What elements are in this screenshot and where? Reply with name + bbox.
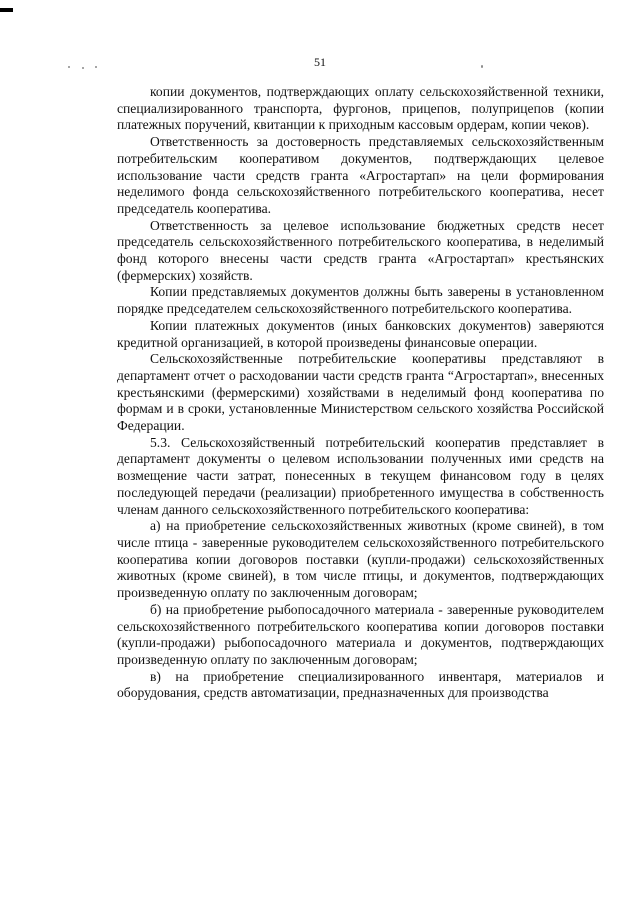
document-body — [117, 84, 604, 702]
paragraph: в) на приобретение специализированного инвентаря, материалов и оборудования, средств автоматизации, предназначенных для производства — [117, 668, 604, 701]
paragraph: Сельскохозяйственные потребительские кооперативы представляют в департамент отчет о расходовании части средств гранта “Агростартап», внесенных крестьянскими (фермерскими) хозяйствами в неделимый фонд кооператива по формам и в сроки, установленные Министерством сельского хозяйства Российской Федерации. — [117, 351, 604, 434]
scan-speck — [82, 67, 84, 69]
page-number: 51 — [314, 55, 326, 69]
scan-speck — [68, 66, 70, 68]
paragraph: Ответственность за достоверность представляемых сельскохозяйственным потребительским кооперативом документов, подтверждающих целевое использование части средств гранта «Агростартап» на цели формирования неделимого фонда сельскохозяйственного потребительского кооператива, несет председатель кооператива. — [117, 134, 604, 216]
paragraph: а) на приобретение сельскохозяйственных животных (кроме свиней), в том числе птица - заверенные руководителем сельскохозяйственного потребительского кооператива копии договоров поставки (купли-продажи) сельскохозяйственных животных (кроме свиней), в том числе птицы, и документов, подтверждающих произведенную оплату по заключенным договорам; — [117, 518, 604, 601]
paragraph: б) на приобретение рыбопосадочного материала - заверенные руководителем сельскохозяйственного потребительского кооператива копии договоров поставки (купли-продажи) рыбопосадочного материала и документов, подтверждающих произведенную оплату по заключенным договорам; — [117, 601, 604, 667]
scan-speck — [481, 65, 483, 68]
paragraph: 5.3. Сельскохозяйственный потребительский кооператив представляет в департамент документы о целевом использовании полученных ими средств на возмещение части затрат, понесенных в текущем финансовом году в целях последующей передачи (реализации) приобретенного имущества в собственность членам данного сельскохозяйственного потребительского кооператива: — [117, 434, 604, 517]
paragraph: Копии представляемых документов должны быть заверены в установленном порядке председателем сельскохозяйственного потребительского кооператива. — [117, 284, 604, 317]
paragraph: Ответственность за целевое использование бюджетных средств несет председатель сельскохозяйственного потребительского кооператива, в неделимый фонд которого внесены части средств гранта «Агростартап» крестьянских (фермерских) хозяйств. — [117, 217, 604, 283]
paragraph: Копии платежных документов (иных банковских документов) заверяются кредитной организацией, в которой произведены финансовые операции. — [117, 317, 604, 350]
corner-scan-mark — [0, 8, 13, 12]
scan-speck — [95, 66, 97, 68]
paragraph: копии документов, подтверждающих оплату сельскохозяйственной техники, специализированного транспорта, фургонов, прицепов, полуприцепов (копии платежных поручений, квитанции к приходным кассовым ордерам, копии чеков). — [117, 84, 604, 133]
